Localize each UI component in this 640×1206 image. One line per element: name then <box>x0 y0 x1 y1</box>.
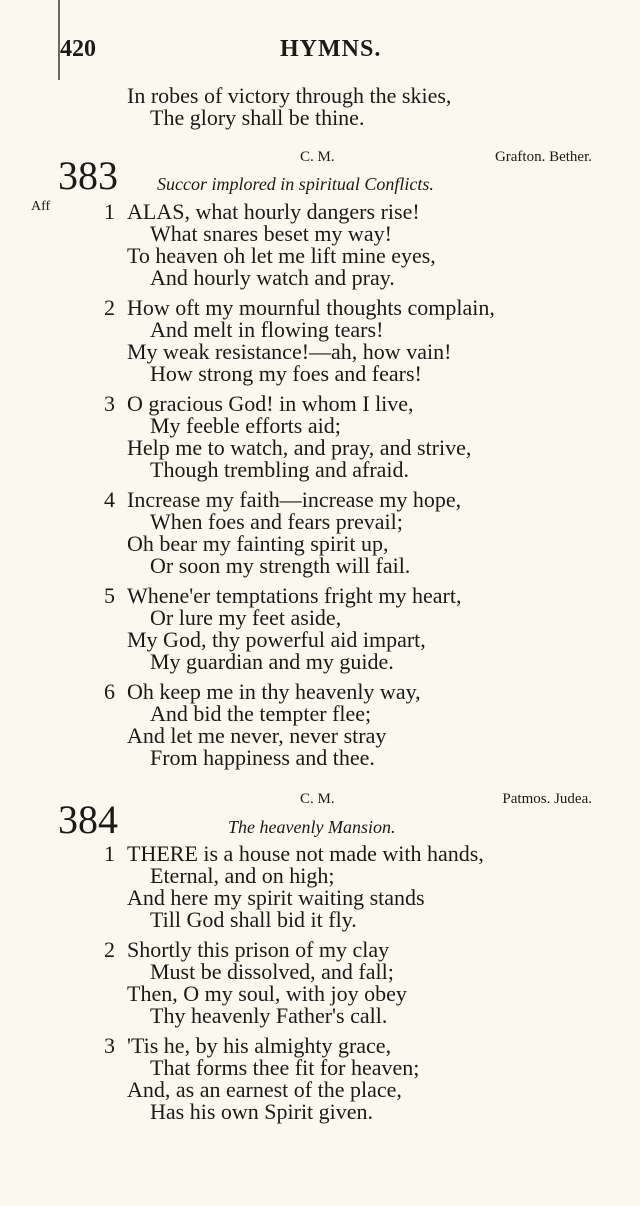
verse-line: Shortly this prison of my clay <box>127 937 390 962</box>
verse-line: And here my spirit waiting stands <box>127 885 425 910</box>
verse-number: 1 <box>104 199 115 224</box>
verse-line: And hourly watch and pray. <box>150 265 395 290</box>
verse-number: 2 <box>104 295 115 320</box>
verse-line: Oh bear my fainting spirit up, <box>127 531 389 556</box>
verse-number: 4 <box>104 487 115 512</box>
hymn-title: The heavenly Mansion. <box>228 817 396 837</box>
verse-number: 1 <box>104 841 115 866</box>
verse-line: To heaven oh let me lift mine eyes, <box>127 243 436 268</box>
verse-number: 2 <box>104 937 115 962</box>
verse-number: 5 <box>104 583 115 608</box>
verse-line: O gracious God! in whom I live, <box>127 391 414 416</box>
verse-number: 3 <box>104 1033 115 1058</box>
verse-line: And melt in flowing tears! <box>150 317 384 342</box>
verse-line: My God, thy powerful aid impart, <box>127 627 426 652</box>
verse-line: Then, O my soul, with joy obey <box>127 981 407 1006</box>
verse-line: And, as an earnest of the place, <box>127 1077 402 1102</box>
verse-line: Or soon my strength will fail. <box>150 553 411 578</box>
page-number: 420 <box>60 36 96 62</box>
hymn-meter: C. M. <box>300 149 335 165</box>
verse-line: What snares beset my way! <box>150 221 392 246</box>
verse-line: Help me to watch, and pray, and strive, <box>127 435 472 460</box>
hymn-tunes: Patmos. Judea. <box>502 791 592 807</box>
verse-line: From happiness and thee. <box>150 745 375 770</box>
verse-number: 6 <box>104 679 115 704</box>
hymn-tunes: Grafton. Bether. <box>494 149 592 165</box>
verse-line: Whene'er temptations fright my heart, <box>127 583 462 608</box>
verse-line: Or lure my feet aside, <box>150 605 342 630</box>
hymn-meter: C. M. <box>300 791 335 807</box>
verse-line: Increase my faith—increase my hope, <box>127 487 462 512</box>
running-head: HYMNS. <box>280 36 382 62</box>
verse-line: ALAS, what hourly dangers rise! <box>127 199 420 224</box>
verse-line: My feeble efforts aid; <box>150 413 341 438</box>
continuation-line: In robes of victory through the skies, <box>127 83 452 108</box>
verse-line: 'Tis he, by his almighty grace, <box>127 1033 392 1058</box>
verse-line: And let me never, never stray <box>127 723 387 748</box>
hymn-number: 383 <box>58 153 118 198</box>
verse-line: Thy heavenly Father's call. <box>150 1003 388 1028</box>
verse-line: That forms thee fit for heaven; <box>150 1055 420 1080</box>
verse-line: Though trembling and afraid. <box>150 457 410 482</box>
continuation-line: The glory shall be thine. <box>150 105 365 130</box>
marginal-note: Aff <box>31 199 51 214</box>
hymn-title: Succor implored in spiritual Conflicts. <box>157 174 434 194</box>
verse-line: THERE is a house not made with hands, <box>127 841 484 866</box>
verse-line: How strong my foes and fears! <box>150 361 422 386</box>
verse-line: Oh keep me in thy heavenly way, <box>127 679 421 704</box>
verse-line: Must be dissolved, and fall; <box>150 959 394 984</box>
verse-line: And bid the tempter flee; <box>150 701 372 726</box>
verse-line: My weak resistance!—ah, how vain! <box>127 339 452 364</box>
verse-line: How oft my mournful thoughts complain, <box>127 295 495 320</box>
verse-number: 3 <box>104 391 115 416</box>
verse-line: Till God shall bid it fly. <box>150 907 357 932</box>
hymn-number: 384 <box>58 797 118 842</box>
verse-line: Has his own Spirit given. <box>150 1099 374 1124</box>
verse-line: When foes and fears prevail; <box>150 509 403 534</box>
verse-line: My guardian and my guide. <box>150 649 394 674</box>
verse-line: Eternal, and on high; <box>150 863 335 888</box>
